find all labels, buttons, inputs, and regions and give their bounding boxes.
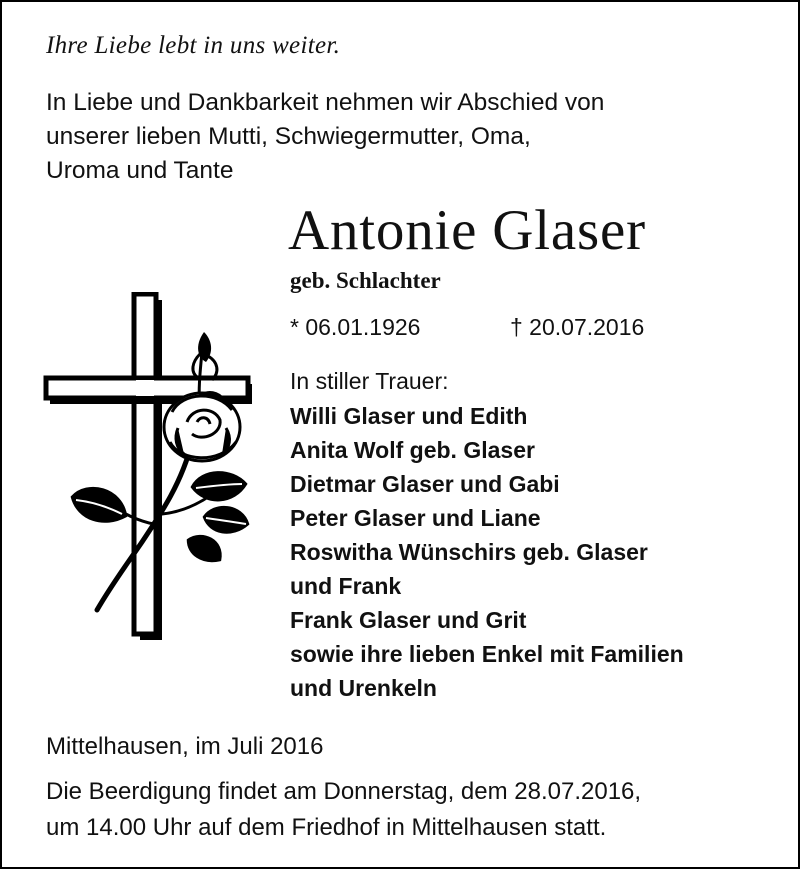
- mourner-line: Frank Glaser und Grit: [290, 607, 527, 633]
- mourner-line: Roswitha Wünschirs geb. Glaser: [290, 539, 648, 565]
- place-date: Mittelhausen, im Juli 2016: [46, 733, 324, 760]
- funeral-info: [46, 774, 641, 846]
- mourner-line: Anita Wolf geb. Glaser: [290, 437, 535, 463]
- birth-date: * 06.01.1926: [290, 314, 421, 340]
- cross-with-rose-icon: [42, 292, 262, 642]
- mourning-label: In stiller Trauer:: [290, 368, 449, 394]
- funeral-line: Die Beerdigung findet am Donnerstag, dem 28.07.2016,: [46, 778, 642, 805]
- intro-text: [46, 86, 746, 188]
- mourner-line: Dietmar Glaser und Gabi: [290, 471, 560, 497]
- mourner-line: Peter Glaser und Liane: [290, 505, 541, 531]
- deceased-name: Antonie Glaser: [288, 199, 646, 262]
- mourner-line: sowie ihre lieben Enkel mit Familien: [290, 641, 684, 667]
- intro-line: Uroma und Tante: [46, 157, 234, 184]
- mourner-line: Willi Glaser und Edith: [290, 403, 528, 429]
- maiden-name: geb. Schlachter: [290, 268, 441, 293]
- rose-bud-icon: [193, 332, 217, 380]
- death-date: † 20.07.2016: [510, 314, 645, 340]
- funeral-line: um 14.00 Uhr auf dem Friedhof in Mittelhausen statt.: [46, 814, 607, 841]
- mourners-list: [290, 399, 684, 705]
- motto: Ihre Liebe lebt in uns weiter.: [46, 32, 341, 59]
- rose-bloom-icon: [164, 393, 240, 461]
- mourner-line: und Urenkeln: [290, 675, 437, 701]
- intro-line: unserer lieben Mutti, Schwiegermutter, Oma,: [46, 123, 531, 150]
- mourner-line: und Frank: [290, 573, 402, 599]
- cross-icon: [46, 294, 252, 640]
- intro-line: In Liebe und Dankbarkeit nehmen wir Abschied von: [46, 89, 605, 116]
